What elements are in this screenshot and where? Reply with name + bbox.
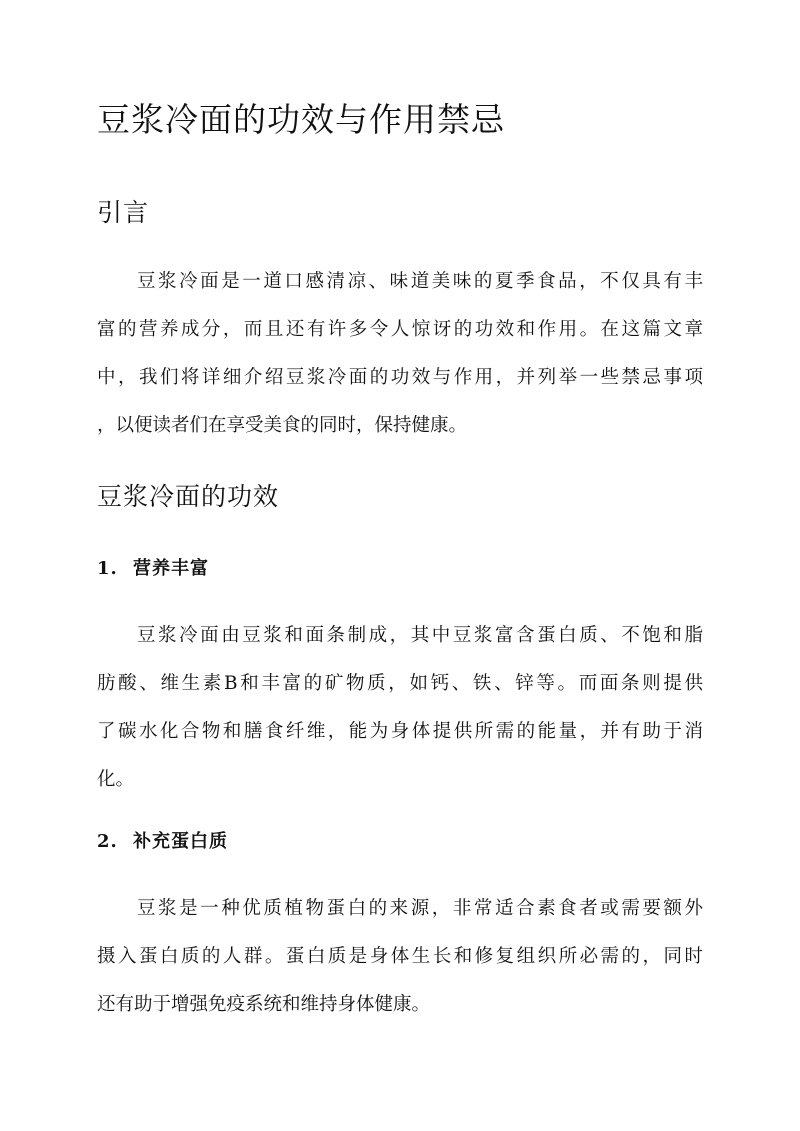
benefit-line: 肪酸、维生素B和丰富的矿物质，如钙、铁、锌等。而面条则提供 — [97, 673, 703, 694]
benefit-number: 2. — [97, 831, 118, 852]
benefit-line: 化。 — [97, 769, 135, 790]
benefit-line: 摄入蛋白质的人群。蛋白质是身体生长和修复组织所必需的，同时 — [97, 946, 703, 967]
benefits-heading: 豆浆冷面的功效 — [97, 482, 280, 511]
intro-heading: 引言 — [97, 198, 150, 227]
intro-line: ，以便读者们在享受美食的同时，保持健康。 — [97, 415, 468, 436]
intro-line: 中，我们将详细介绍豆浆冷面的功效与作用，并列举一些禁忌事项 — [97, 367, 703, 388]
benefit-line: 豆浆冷面由豆浆和面条制成，其中豆浆富含蛋白质、不饱和脂 — [137, 625, 703, 646]
benefit-title: 营养丰富 — [133, 558, 209, 579]
intro-paragraph — [97, 258, 703, 450]
benefit-number: 1. — [97, 558, 118, 579]
intro-line: 富的营养成分，而且还有许多令人惊讶的功效和作用。在这篇文章 — [97, 319, 703, 340]
intro-line: 豆浆冷面是一道口感清凉、味道美味的夏季食品，不仅具有丰 — [137, 271, 703, 292]
benefit-paragraph-nutrition — [97, 612, 703, 804]
benefit-paragraph-protein — [97, 885, 703, 1029]
document-title: 豆浆冷面的功效与作用禁忌 — [97, 100, 505, 139]
benefit-line: 还有助于增强免疫系统和维持身体健康。 — [97, 994, 431, 1015]
benefit-line: 了碳水化合物和膳食纤维，能为身体提供所需的能量，并有助于消 — [97, 721, 703, 742]
benefit-title: 补充蛋白质 — [133, 831, 228, 852]
benefit-heading-protein — [97, 829, 717, 855]
benefit-line: 豆浆是一种优质植物蛋白的来源，非常适合素食者或需要额外 — [137, 898, 703, 919]
benefit-heading-nutrition — [97, 556, 717, 582]
